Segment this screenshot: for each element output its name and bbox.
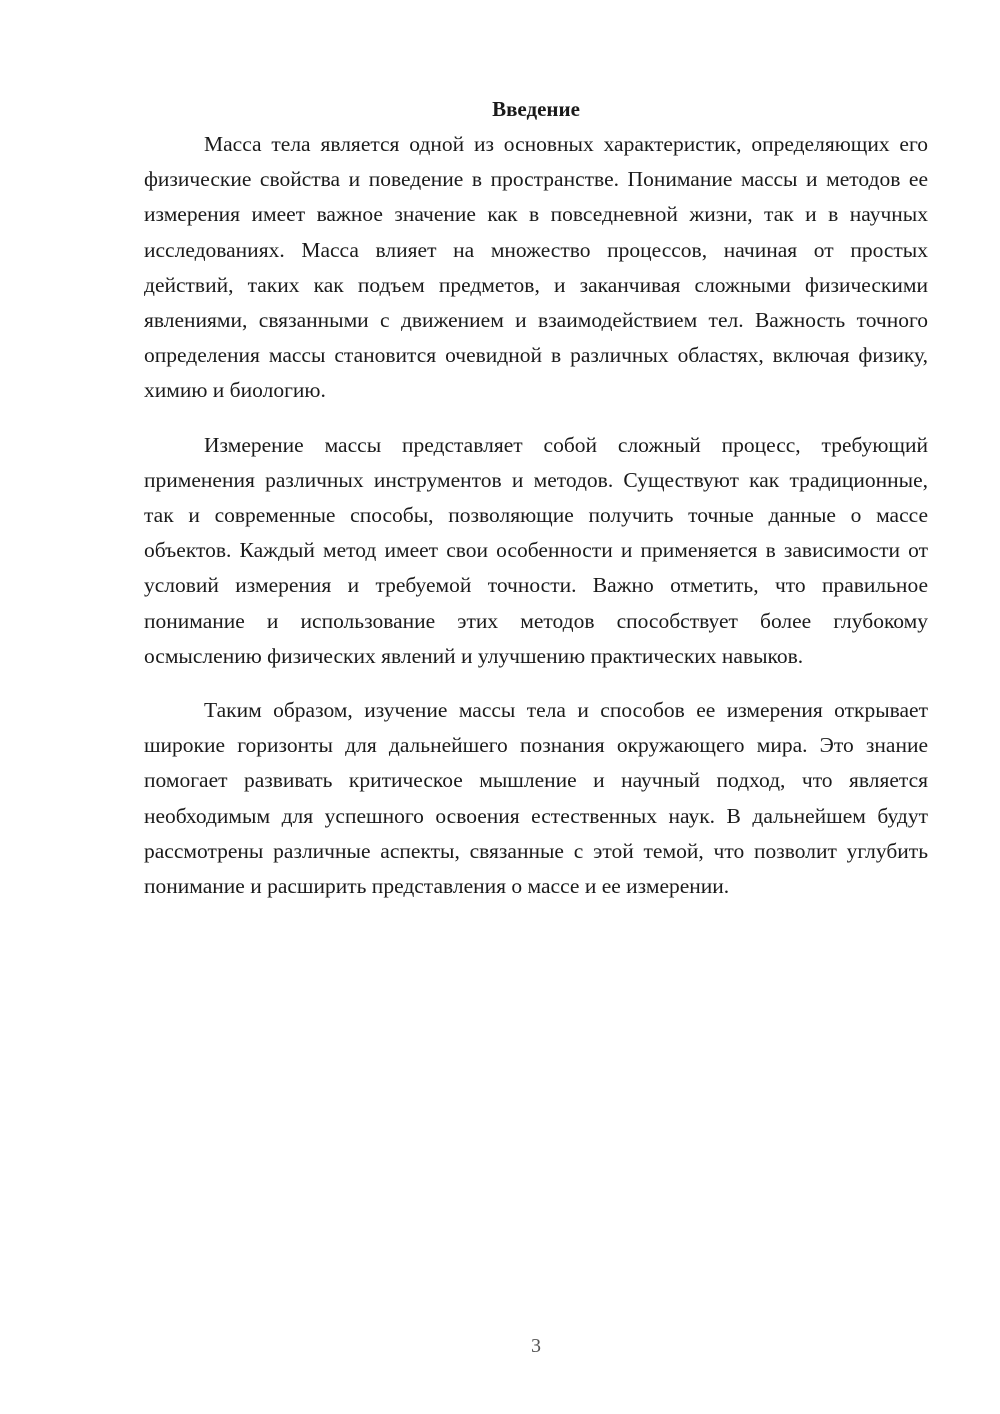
page-content	[144, 92, 928, 904]
paragraph-3: Таким образом, изучение массы тела и способов ее измерения открывает широкие горизонты для дальнейшего познания окружающего мира. Это знание помогает развивать критическое мышление и научный подход, что является необходимым для успешного освоения естественных наук. В дальнейшем будут рассмотрены различные аспекты, связанные с этой темой, что позволит углубить понимание и расширить представления о массе и ее измерении.	[144, 698, 928, 899]
page-number: 3	[531, 1335, 541, 1357]
paragraph-2: Измерение массы представляет собой сложный процесс, требующий применения различных инструментов и методов. Существуют как традиционные, так и современные способы, позволяющие получить точные данные о массе объектов. Каждый метод имеет свои особенности и применяется в зависимости от условий измерения и требуемой точности. Важно отметить, что правильное понимание и использование этих методов способствует более глубокому осмыслению физических явлений и улучшению практических навыков.	[144, 432, 928, 668]
section-heading: Введение	[492, 97, 580, 121]
paragraph-1: Масса тела является одной из основных характеристик, определяющих его физические свойства и поведение в пространстве. Понимание массы и методов ее измерения имеет важное значение как в повседневной жизни, так и в научных исследованиях. Масса влияет на множество процессов, начиная от простых действий, таких как подъем предметов, и заканчивая сложными физическими явлениями, связанными с движением и взаимодействием тел. Важность точного определения массы становится очевидной в различных областях, включая физику, химию и биологию.	[144, 132, 928, 403]
